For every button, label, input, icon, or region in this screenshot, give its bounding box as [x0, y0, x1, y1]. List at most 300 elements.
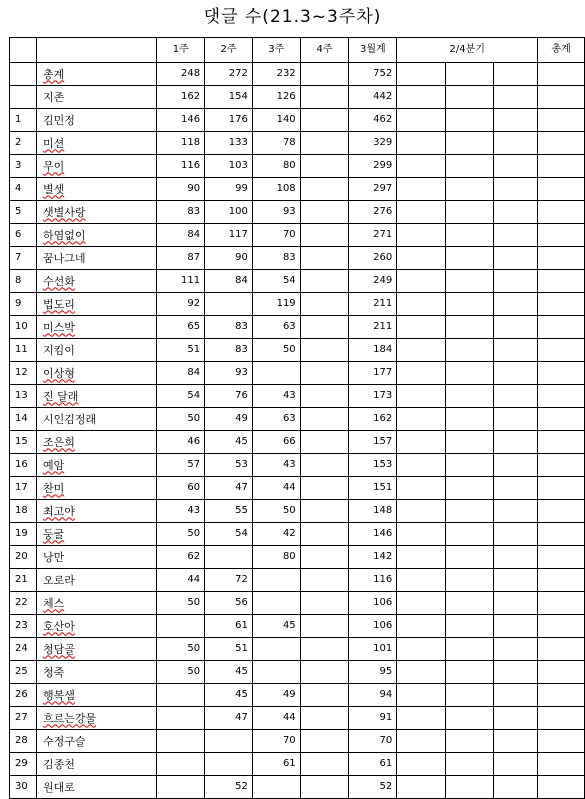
week2-cell: 93	[205, 362, 253, 385]
quarter-cell-3	[493, 592, 538, 615]
week2-cell: 45	[205, 661, 253, 684]
week2-cell: 47	[205, 477, 253, 500]
grand-total-cell	[538, 247, 585, 270]
month-total-cell: 148	[349, 500, 397, 523]
month-total-cell: 116	[349, 569, 397, 592]
grand-total-cell	[538, 615, 585, 638]
grand-total-cell	[538, 109, 585, 132]
week4-cell	[300, 776, 349, 799]
grand-total-cell	[538, 569, 585, 592]
rank-cell: 28	[10, 730, 37, 753]
table-row	[10, 454, 585, 477]
grand-total-cell	[538, 408, 585, 431]
table-row	[10, 201, 585, 224]
week1-cell: 50	[157, 523, 205, 546]
quarter-cell-1	[397, 224, 446, 247]
week4-cell	[300, 270, 349, 293]
table-row	[10, 707, 585, 730]
table-row	[10, 385, 585, 408]
week3-cell: 54	[252, 270, 300, 293]
quarter-cell-2	[445, 431, 493, 454]
week4-cell	[300, 638, 349, 661]
week3-cell: 80	[252, 155, 300, 178]
week2-cell: 117	[205, 224, 253, 247]
header-no-cell	[10, 38, 37, 63]
grand-total-cell	[538, 546, 585, 569]
week1-cell: 84	[157, 224, 205, 247]
week1-cell: 50	[157, 408, 205, 431]
rank-cell: 30	[10, 776, 37, 799]
table-row	[10, 776, 585, 799]
week1-cell	[157, 776, 205, 799]
month-total-cell: 329	[349, 132, 397, 155]
week2-cell: 99	[205, 178, 253, 201]
grand-total-cell	[538, 776, 585, 799]
week1-cell: 146	[157, 109, 205, 132]
quarter-cell-1	[397, 132, 446, 155]
week3-cell: 66	[252, 431, 300, 454]
grand-total-cell	[538, 178, 585, 201]
quarter-cell-1	[397, 638, 446, 661]
month-total-cell: 52	[349, 776, 397, 799]
rank-cell: 7	[10, 247, 37, 270]
quarter-cell-2	[445, 730, 493, 753]
week3-cell: 78	[252, 132, 300, 155]
quarter-cell-2	[445, 339, 493, 362]
rank-cell: 25	[10, 661, 37, 684]
name-cell	[36, 316, 156, 339]
table-row	[10, 247, 585, 270]
week2-cell: 61	[205, 615, 253, 638]
week3-cell: 43	[252, 385, 300, 408]
week2-cell: 72	[205, 569, 253, 592]
grand-total-cell	[538, 86, 585, 109]
rank-cell	[10, 63, 37, 86]
quarter-cell-1	[397, 316, 446, 339]
header-week2: 2주	[205, 38, 253, 63]
table-row	[10, 293, 585, 316]
week4-cell	[300, 408, 349, 431]
week2-cell	[205, 546, 253, 569]
week2-cell	[205, 730, 253, 753]
quarter-cell-2	[445, 454, 493, 477]
week1-cell: 50	[157, 592, 205, 615]
rank-cell: 24	[10, 638, 37, 661]
week3-cell: 63	[252, 316, 300, 339]
name-cell	[36, 178, 156, 201]
table-row	[10, 615, 585, 638]
week3-cell: 44	[252, 477, 300, 500]
quarter-cell-2	[445, 707, 493, 730]
grand-total-cell	[538, 293, 585, 316]
header-week4: 4주	[300, 38, 349, 63]
grand-total-cell	[538, 339, 585, 362]
rank-cell: 22	[10, 592, 37, 615]
quarter-cell-3	[493, 546, 538, 569]
name-cell	[36, 132, 156, 155]
month-total-cell: 260	[349, 247, 397, 270]
grand-total-cell	[538, 63, 585, 86]
quarter-cell-2	[445, 201, 493, 224]
week4-cell	[300, 247, 349, 270]
grand-total-cell	[538, 362, 585, 385]
quarter-cell-2	[445, 178, 493, 201]
name-cell: 꿈나그네	[36, 247, 156, 270]
week3-cell: 93	[252, 201, 300, 224]
week3-cell: 49	[252, 684, 300, 707]
name-cell	[36, 500, 156, 523]
name-cell: 청죽	[36, 661, 156, 684]
rank-cell: 19	[10, 523, 37, 546]
quarter-cell-1	[397, 408, 446, 431]
quarter-cell-3	[493, 109, 538, 132]
table-row	[10, 339, 585, 362]
month-total-cell: 177	[349, 362, 397, 385]
week2-cell: 272	[205, 63, 253, 86]
week1-cell: 60	[157, 477, 205, 500]
name-cell	[36, 270, 156, 293]
week2-cell: 83	[205, 316, 253, 339]
quarter-cell-2	[445, 316, 493, 339]
month-total-cell: 151	[349, 477, 397, 500]
grand-total-cell	[538, 592, 585, 615]
month-total-cell: 162	[349, 408, 397, 431]
quarter-cell-1	[397, 523, 446, 546]
month-total-cell: 61	[349, 753, 397, 776]
name-text: 예암	[42, 458, 65, 472]
name-text: 미스박	[42, 320, 75, 334]
name-text: 진 달래	[42, 389, 79, 403]
name-cell: 김종천	[36, 753, 156, 776]
quarter-cell-1	[397, 661, 446, 684]
quarter-cell-2	[445, 546, 493, 569]
quarter-cell-1	[397, 385, 446, 408]
week2-cell: 83	[205, 339, 253, 362]
header-quarter: 2/4분기	[397, 38, 538, 63]
week3-cell: 42	[252, 523, 300, 546]
week1-cell: 84	[157, 362, 205, 385]
name-cell	[36, 477, 156, 500]
grand-total-cell	[538, 477, 585, 500]
quarter-cell-2	[445, 500, 493, 523]
quarter-cell-2	[445, 270, 493, 293]
name-cell	[36, 293, 156, 316]
table-row	[10, 86, 585, 109]
week4-cell	[300, 178, 349, 201]
quarter-cell-3	[493, 753, 538, 776]
month-total-cell: 94	[349, 684, 397, 707]
rank-cell: 6	[10, 224, 37, 247]
quarter-cell-1	[397, 500, 446, 523]
month-total-cell: 91	[349, 707, 397, 730]
week3-cell	[252, 661, 300, 684]
quarter-cell-1	[397, 109, 446, 132]
header-week3: 3주	[252, 38, 300, 63]
week1-cell: 162	[157, 86, 205, 109]
grand-total-cell	[538, 730, 585, 753]
quarter-cell-2	[445, 592, 493, 615]
name-cell	[36, 362, 156, 385]
name-cell: 원대로	[36, 776, 156, 799]
month-total-cell: 211	[349, 316, 397, 339]
quarter-cell-3	[493, 385, 538, 408]
week2-cell: 55	[205, 500, 253, 523]
quarter-cell-3	[493, 707, 538, 730]
rank-cell: 23	[10, 615, 37, 638]
week4-cell	[300, 132, 349, 155]
week3-cell: 44	[252, 707, 300, 730]
month-total-cell: 752	[349, 63, 397, 86]
header-grand-total: 총계	[538, 38, 585, 63]
quarter-cell-1	[397, 431, 446, 454]
week3-cell	[252, 776, 300, 799]
comment-count-table	[9, 37, 585, 799]
name-text: 호산아	[42, 619, 75, 633]
quarter-cell-1	[397, 339, 446, 362]
quarter-cell-1	[397, 592, 446, 615]
week1-cell: 116	[157, 155, 205, 178]
week3-cell: 70	[252, 730, 300, 753]
quarter-cell-1	[397, 247, 446, 270]
name-text: 둥굴	[42, 527, 65, 541]
quarter-cell-2	[445, 385, 493, 408]
quarter-cell-3	[493, 270, 538, 293]
month-total-cell: 297	[349, 178, 397, 201]
week3-cell: 126	[252, 86, 300, 109]
quarter-cell-3	[493, 408, 538, 431]
quarter-cell-3	[493, 132, 538, 155]
week1-cell: 51	[157, 339, 205, 362]
week3-cell: 140	[252, 109, 300, 132]
week2-cell	[205, 293, 253, 316]
rank-cell: 4	[10, 178, 37, 201]
quarter-cell-1	[397, 615, 446, 638]
month-total-cell: 173	[349, 385, 397, 408]
week1-cell: 46	[157, 431, 205, 454]
name-text: 찬미	[42, 481, 65, 495]
week1-cell: 54	[157, 385, 205, 408]
week4-cell	[300, 592, 349, 615]
header-month-total: 3월계	[349, 38, 397, 63]
month-total-cell: 142	[349, 546, 397, 569]
week1-cell	[157, 730, 205, 753]
week2-cell: 49	[205, 408, 253, 431]
week1-cell	[157, 753, 205, 776]
quarter-cell-3	[493, 569, 538, 592]
quarter-cell-3	[493, 431, 538, 454]
week4-cell	[300, 109, 349, 132]
week4-cell	[300, 385, 349, 408]
week3-cell: 63	[252, 408, 300, 431]
week3-cell: 70	[252, 224, 300, 247]
month-total-cell: 276	[349, 201, 397, 224]
week2-cell: 90	[205, 247, 253, 270]
name-text: 하염없이	[42, 228, 86, 242]
name-text: 법도리	[42, 297, 75, 311]
quarter-cell-2	[445, 569, 493, 592]
grand-total-cell	[538, 224, 585, 247]
month-total-cell: 157	[349, 431, 397, 454]
week1-cell: 65	[157, 316, 205, 339]
quarter-cell-2	[445, 661, 493, 684]
quarter-cell-3	[493, 339, 538, 362]
quarter-cell-2	[445, 477, 493, 500]
name-text: 청담골	[42, 642, 75, 656]
table-row	[10, 753, 585, 776]
quarter-cell-3	[493, 638, 538, 661]
name-text: 샛별사랑	[42, 205, 86, 219]
table-row	[10, 270, 585, 293]
quarter-cell-1	[397, 201, 446, 224]
table-row	[10, 500, 585, 523]
table-row	[10, 132, 585, 155]
quarter-cell-2	[445, 224, 493, 247]
grand-total-cell	[538, 707, 585, 730]
table-row	[10, 684, 585, 707]
quarter-cell-1	[397, 477, 446, 500]
table-row	[10, 477, 585, 500]
week3-cell: 119	[252, 293, 300, 316]
name-text: 별셋	[42, 182, 65, 196]
week4-cell	[300, 684, 349, 707]
table-row	[10, 178, 585, 201]
week3-cell	[252, 592, 300, 615]
week1-cell: 83	[157, 201, 205, 224]
week1-cell: 90	[157, 178, 205, 201]
grand-total-cell	[538, 661, 585, 684]
rank-cell: 10	[10, 316, 37, 339]
grand-total-cell	[538, 155, 585, 178]
quarter-cell-3	[493, 63, 538, 86]
name-text: 무이	[42, 159, 65, 173]
quarter-cell-1	[397, 270, 446, 293]
name-text: 이상형	[42, 366, 75, 380]
week3-cell: 43	[252, 454, 300, 477]
table-row	[10, 224, 585, 247]
quarter-cell-3	[493, 155, 538, 178]
week2-cell: 56	[205, 592, 253, 615]
grand-total-cell	[538, 523, 585, 546]
name-cell	[36, 523, 156, 546]
week1-cell: 87	[157, 247, 205, 270]
rank-cell: 17	[10, 477, 37, 500]
quarter-cell-2	[445, 615, 493, 638]
quarter-cell-2	[445, 684, 493, 707]
rank-cell: 26	[10, 684, 37, 707]
week4-cell	[300, 86, 349, 109]
week1-cell	[157, 684, 205, 707]
week2-cell: 45	[205, 431, 253, 454]
rank-cell: 1	[10, 109, 37, 132]
quarter-cell-3	[493, 684, 538, 707]
grand-total-cell	[538, 638, 585, 661]
grand-total-cell	[538, 684, 585, 707]
quarter-cell-2	[445, 63, 493, 86]
quarter-cell-2	[445, 776, 493, 799]
quarter-cell-1	[397, 362, 446, 385]
grand-total-cell	[538, 201, 585, 224]
week4-cell	[300, 454, 349, 477]
rank-cell: 12	[10, 362, 37, 385]
name-cell	[36, 592, 156, 615]
week2-cell: 176	[205, 109, 253, 132]
week1-cell: 50	[157, 638, 205, 661]
table-row	[10, 523, 585, 546]
rank-cell: 8	[10, 270, 37, 293]
week4-cell	[300, 477, 349, 500]
week2-cell: 53	[205, 454, 253, 477]
week2-cell: 84	[205, 270, 253, 293]
week2-cell: 45	[205, 684, 253, 707]
week3-cell	[252, 362, 300, 385]
quarter-cell-3	[493, 86, 538, 109]
name-cell	[36, 707, 156, 730]
quarter-cell-1	[397, 63, 446, 86]
quarter-cell-2	[445, 109, 493, 132]
quarter-cell-3	[493, 293, 538, 316]
quarter-cell-2	[445, 86, 493, 109]
week3-cell: 50	[252, 339, 300, 362]
rank-cell: 21	[10, 569, 37, 592]
week4-cell	[300, 155, 349, 178]
table-row	[10, 569, 585, 592]
rank-cell: 18	[10, 500, 37, 523]
name-cell	[36, 615, 156, 638]
week2-cell: 54	[205, 523, 253, 546]
week3-cell: 80	[252, 546, 300, 569]
month-total-cell: 271	[349, 224, 397, 247]
week4-cell	[300, 201, 349, 224]
quarter-cell-3	[493, 178, 538, 201]
table-row	[10, 362, 585, 385]
week4-cell	[300, 753, 349, 776]
week1-cell	[157, 615, 205, 638]
quarter-cell-2	[445, 753, 493, 776]
quarter-cell-1	[397, 569, 446, 592]
week3-cell: 108	[252, 178, 300, 201]
month-total-cell: 95	[349, 661, 397, 684]
quarter-cell-2	[445, 362, 493, 385]
quarter-cell-1	[397, 707, 446, 730]
name-text: 총계	[42, 67, 65, 81]
week4-cell	[300, 63, 349, 86]
week1-cell: 44	[157, 569, 205, 592]
table-row	[10, 63, 585, 86]
grand-total-cell	[538, 454, 585, 477]
quarter-cell-2	[445, 132, 493, 155]
quarter-cell-2	[445, 523, 493, 546]
rank-cell: 3	[10, 155, 37, 178]
table-row	[10, 109, 585, 132]
table-row	[10, 546, 585, 569]
page-title: 댓글 수(21.3~3주차)	[203, 7, 382, 27]
table-row	[10, 431, 585, 454]
grand-total-cell	[538, 500, 585, 523]
month-total-cell: 153	[349, 454, 397, 477]
name-cell: 수정구슬	[36, 730, 156, 753]
quarter-cell-3	[493, 730, 538, 753]
name-cell	[36, 385, 156, 408]
quarter-cell-3	[493, 661, 538, 684]
name-cell: 시인김정래	[36, 408, 156, 431]
name-cell	[36, 224, 156, 247]
rank-cell: 15	[10, 431, 37, 454]
name-cell	[36, 63, 156, 86]
name-cell: 지킴이	[36, 339, 156, 362]
week4-cell	[300, 362, 349, 385]
week3-cell: 61	[252, 753, 300, 776]
month-total-cell: 70	[349, 730, 397, 753]
